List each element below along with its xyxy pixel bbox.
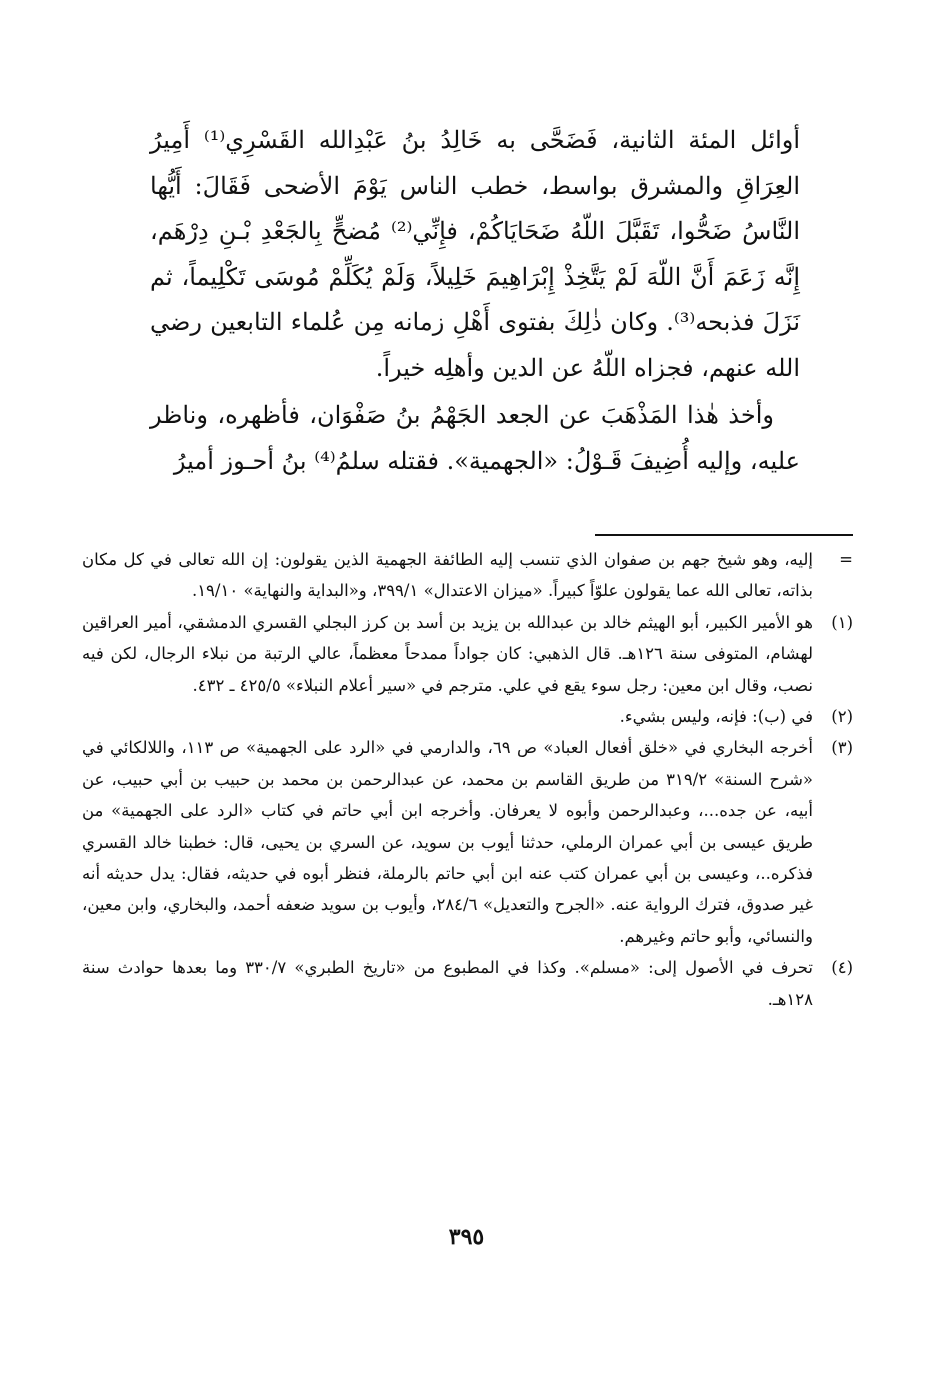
main-paragraph-1: أوائل المئة الثانية، فَضَحَّى به خَالِدُ بنُ عَبْدِالله القَسْرِي⁽¹⁾ أَمِيرُ العِرَاقِ والمشرق بواسط، خطب الناس يَوْمَ الأضحى فَقَالَ: أَيُّها النَّاسُ ضَحُّوا، تَقَبَّلَ اللّهُ ضَحَايَاكُمْ، فإِنِّي⁽²⁾ مُضحٍّ بِالجَعْدِ بْـنِ دِرْهَم، إِنَّه زَعَمَ أَنَّ اللّهَ لَمْ يَتَّخِذْ إِبْرَاهِيمَ خَلِيلاً، وَلَمْ يُكَلِّمْ مُوسَى تَكْلِيماً، ثم نَزَلَ فذبحه⁽³⁾. وكان ذٰلِكَ بفتوى أَهْلِ زمانه مِن عُلماء التابعين رضي الله عنهم، فجزاه اللّهُ عن الدين وأهلِه خيراً. xyxy=(150,126,800,382)
footnote-mark: (٤) xyxy=(831,958,853,978)
footnote-text: إليه، وهو شيخ جهم بن صفوان الذي تنسب إليه الطائفة الجهمية الذين يقولون: إن الله تعالى في كل مكان بذاته، تعالى الله عما يقولون علوّاً كبيراً. «ميزان الاعتدال» ٣٩٩/١، و«البداية والنهاية» ١٩/١٠. xyxy=(82,550,813,601)
footnote-4 xyxy=(82,952,853,1015)
footnote-mark: (٣) xyxy=(831,738,853,758)
footnote-text: تحرف في الأصول إلى: «مسلم». وكذا في المطبوع من «تاريخ الطبري» ٣٣٠/٧ وما بعدها حوادث سنة ١٢٨هـ. xyxy=(82,958,814,1009)
footnote-text: في (ب): فإنه، وليس بشيء. xyxy=(619,707,813,727)
footnote-3 xyxy=(82,732,853,952)
footnote-mark: = xyxy=(839,550,853,569)
page-number: ٣٩٥ xyxy=(448,1224,485,1250)
footnote-divider xyxy=(595,534,853,536)
main-paragraph-2: وأخذ هٰذا المَذْهَبَ عن الجعد الجَهْمُ بنُ صَفْوَان، فأظهره، وناظر عليه، وإليه أُضِيفَ قَـوْلُ: «الجهمية». فقتله سلمُ⁽⁴⁾ بنُ أحـوز أميرُ xyxy=(150,401,800,475)
footnotes xyxy=(82,544,853,1015)
footnote-1 xyxy=(82,607,853,701)
main-text xyxy=(150,118,800,484)
footnote-text: هو الأمير الكبير، أبو الهيثم خالد بن عبدالله بن يزيد بن أسد بن كرز البجلي القسري الدمشقي، أمير العراقين لهشام، المتوفى سنة ١٢٦هـ. قال الذهبي: كان جواداً ممدحاً معظماً، عالي الرتبة من نبلاء الرجال، لكن فيه نصب، وقال ابن معين: رجل سوء يقع في علي. مترجم في «سير أعلام النبلاء» ٤٢٥/٥ ـ ٤٣٢. xyxy=(82,612,813,695)
footnote-mark: (٢) xyxy=(831,707,853,727)
footnote-text: أخرجه البخاري في «خلق أفعال العباد» ص ٦٩، والدارمي في «الرد على الجهمية» ص ١١٣، واللالكائي في «شرح السنة» ٣١٩/٢ من طريق القاسم بن محمد، عن عبدالرحمن بن محمد بن حبيب بن أبي حبيب، عن أبيه، عن جده...، وعبدالرحمن وأبوه لا يعرفان. وأخرجه ابن أبي حاتم في كتاب «الرد على الجهمية» من طريق عيسى بن أبي عمران الرملي، حدثنا أيوب بن سويد، عن السري بن يحيى، قال: خطبنا خالد القسري فذكره..، وعيسى بن أبي عمران كتب عنه ابن أبي حاتم بالرملة، فنظر أبوه في حديثه، فقال: يدل حديثه أنه غير صدوق، فترك الرواية عنه. «الجرح والتعديل» ٢٨٤/٦، وأيوب بن سويد ضعفه أحمد، والبخاري، وابن معين، والنسائي، وأبو حاتم وغيرهم. xyxy=(82,738,814,946)
footnote-continuation xyxy=(82,544,853,607)
footnote-2 xyxy=(82,701,853,732)
footnote-mark: (١) xyxy=(831,612,853,632)
